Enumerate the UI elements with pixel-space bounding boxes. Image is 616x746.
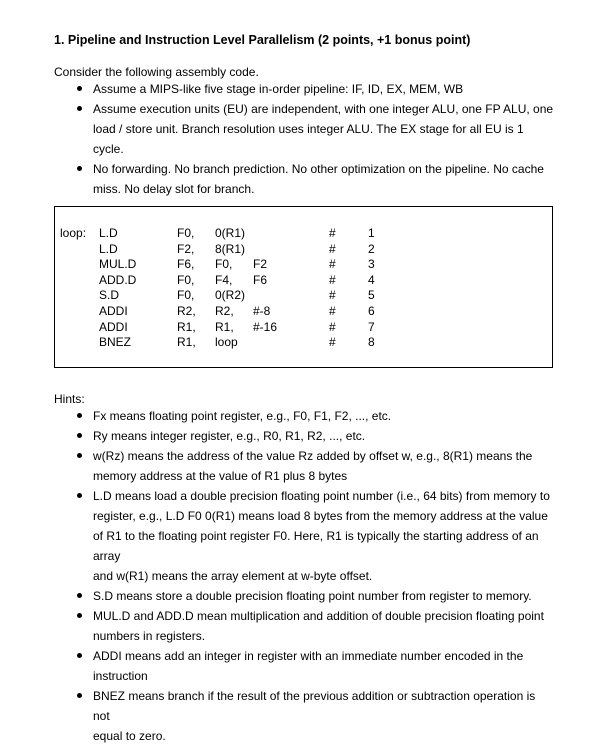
code-operand-2: F4,: [215, 272, 233, 287]
code-operand-2: loop: [215, 335, 238, 350]
hints-heading: Hints:: [54, 392, 85, 406]
hint-item-line: equal to zero.: [93, 729, 166, 743]
code-line: [55, 320, 552, 335]
hint-item-line: S.D means store a double precision floating point number from register to memory.: [93, 589, 532, 603]
code-line-number: 8: [368, 335, 375, 350]
assumptions-list: [54, 79, 554, 199]
code-operand-3: F2: [253, 257, 268, 272]
code-line: [55, 273, 552, 288]
code-operand-3: F6: [253, 272, 268, 287]
assumption-item: [54, 99, 554, 159]
hint-item-line: w(Rz) means the address of the value Rz added by offset w, e.g., 8(R1) means the: [93, 449, 533, 463]
code-operand-1: F0,: [177, 288, 195, 303]
code-operand-2: 0(R1): [215, 226, 246, 240]
hint-item: [54, 646, 554, 686]
code-operand-2: F0,: [215, 257, 233, 272]
code-operand-1: R2,: [177, 304, 196, 318]
code-line: [55, 335, 552, 350]
code-operand-3: #-16: [253, 319, 278, 334]
code-line-number: 7: [368, 319, 375, 334]
code-operand-1: F0,: [177, 226, 195, 240]
hint-item: [54, 606, 554, 646]
assumption-item-line: load / store unit. Branch resolution uses integer ALU. The EX stage for all EU is 1 cycle.: [93, 122, 524, 156]
code-operand-1: F2,: [177, 241, 195, 256]
code-opcode: L.D: [99, 226, 118, 240]
code-opcode: L.D: [99, 241, 118, 256]
assumption-item: [54, 79, 554, 99]
code-operand-2: 8(R1): [215, 241, 246, 256]
intro-text: Consider the following assembly code.: [54, 65, 259, 79]
code-line-number: 4: [368, 272, 375, 287]
hint-item: [54, 406, 554, 426]
assumption-item-line: miss. No delay slot for branch.: [93, 182, 255, 196]
code-comment-hash: #: [329, 241, 336, 256]
code-line: [55, 304, 552, 319]
hint-item-line: ADDI means add an integer in register with an immediate number encoded in the: [93, 649, 524, 663]
hint-item: [54, 586, 554, 606]
code-line-number: 2: [368, 241, 375, 256]
hint-item-line: L.D means load a double precision floating point number (i.e., 64 bits) from memory to: [93, 489, 550, 503]
code-opcode: ADDI: [99, 304, 128, 318]
hint-item-line: of R1 to the floating point register F0. Here, R1 is typically the starting address of an array: [93, 529, 539, 563]
code-opcode: ADDI: [99, 319, 128, 334]
code-operand-3: #-8: [253, 304, 271, 318]
code-comment-hash: #: [329, 319, 336, 334]
code-label: loop:: [60, 226, 87, 240]
hint-item: [54, 686, 554, 746]
hint-item-line: register, e.g., L.D F0 0(R1) means load 8 bytes from the memory address at the value: [93, 509, 548, 523]
code-opcode: BNEZ: [99, 335, 132, 350]
hint-item: [54, 426, 554, 446]
hint-item-line: memory address at the value of R1 plus 8 bytes: [93, 469, 348, 483]
code-operand-2: 0(R2): [215, 288, 246, 303]
assumption-item-line: Assume a MIPS-like five stage in-order pipeline: IF, ID, EX, MEM, WB: [93, 82, 464, 96]
code-line-number: 6: [368, 304, 375, 318]
assumption-item: [54, 159, 554, 199]
hint-item-line: instruction: [93, 669, 148, 683]
code-line-number: 1: [368, 226, 375, 240]
code-line: [55, 288, 552, 303]
code-opcode: S.D: [99, 288, 120, 303]
hint-item-line: and w(R1) means the array element at w-byte offset.: [93, 569, 373, 583]
assumption-item-line: Assume execution units (EU) are independent, with one integer ALU, one FP ALU, one: [93, 102, 554, 116]
code-line-number: 3: [368, 257, 375, 272]
code-opcode: ADD.D: [99, 272, 137, 287]
assumption-item-line: No forwarding. No branch prediction. No other optimization on the pipeline. No cache: [93, 162, 544, 176]
code-line: [55, 226, 552, 241]
code-operand-1: R1,: [177, 319, 196, 334]
code-operand-2: R2,: [215, 304, 234, 318]
assembly-code-box: [54, 206, 553, 368]
hint-item-line: numbers in registers.: [93, 629, 206, 643]
problem-title: 1. Pipeline and Instruction Level Parallelism (2 points, +1 bonus point): [54, 33, 471, 47]
code-opcode: MUL.D: [99, 257, 137, 272]
code-operand-1: F0,: [177, 272, 195, 287]
code-comment-hash: #: [329, 288, 336, 303]
code-line: [55, 257, 552, 272]
hint-item: [54, 446, 554, 486]
code-line-number: 5: [368, 288, 375, 303]
hint-item-line: Fx means floating point register, e.g., F0, F1, F2, ..., etc.: [93, 409, 392, 423]
code-operand-2: R1,: [215, 319, 234, 334]
code-operand-1: F6,: [177, 257, 195, 272]
code-line: [55, 242, 552, 257]
code-comment-hash: #: [329, 304, 336, 318]
code-comment-hash: #: [329, 226, 336, 240]
hints-list: [54, 406, 554, 746]
hint-item-line: MUL.D and ADD.D mean multiplication and addition of double precision floating point: [93, 609, 544, 623]
code-operand-1: R1,: [177, 335, 196, 350]
code-comment-hash: #: [329, 335, 336, 350]
hint-item: [54, 486, 554, 586]
hint-item-line: Ry means integer register, e.g., R0, R1, R2, ..., etc.: [93, 429, 366, 443]
code-comment-hash: #: [329, 272, 336, 287]
code-comment-hash: #: [329, 257, 336, 272]
hint-item-line: BNEZ means branch if the result of the previous addition or subtraction operation is not: [93, 689, 536, 723]
